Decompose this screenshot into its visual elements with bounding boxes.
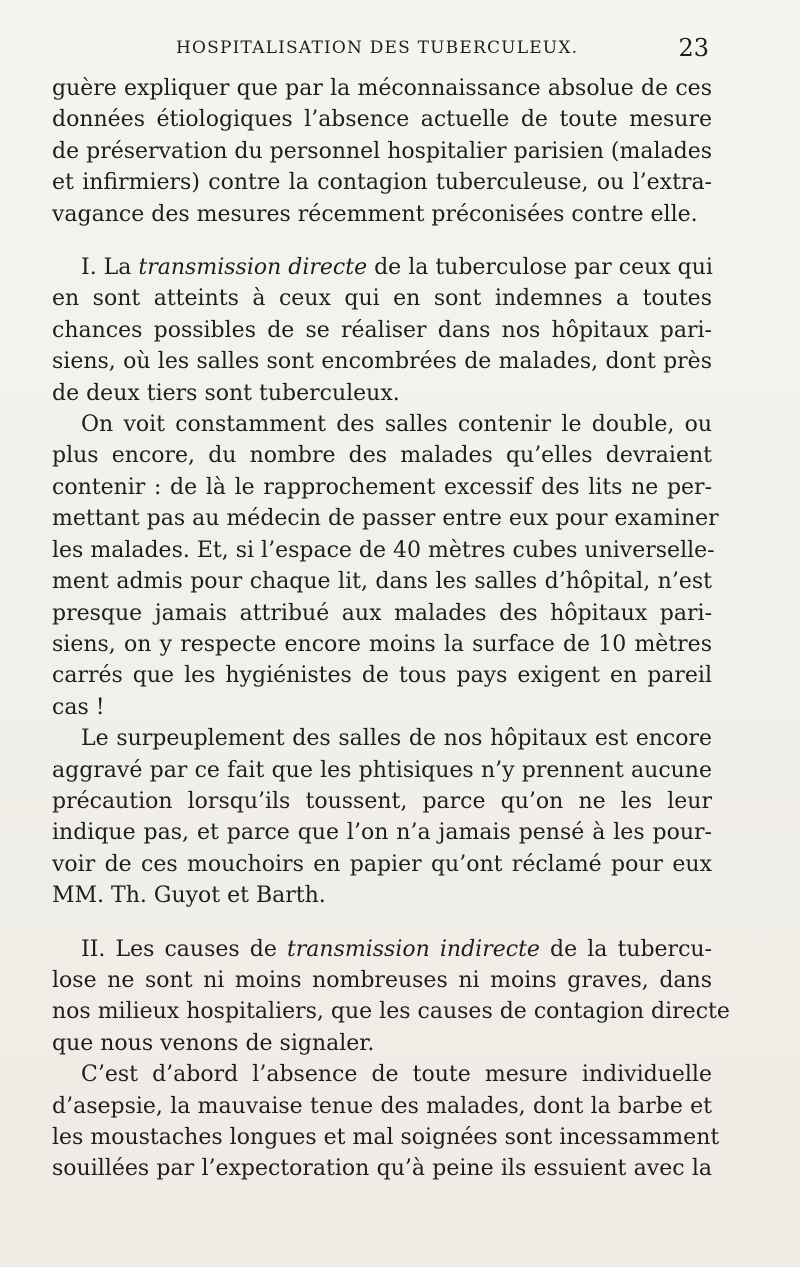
text-line: lose ne sont ni moins nombreuses ni moins graves, dans <box>52 967 712 993</box>
text-line: données étiologiques l’absence actuelle de toute mesure <box>52 107 712 133</box>
text-line: de préservation du personnel hospitalier parisien (malades <box>52 138 712 164</box>
text-line: Le surpeuplement des salles de nos hôpitaux est encore <box>81 726 712 752</box>
emphasis-direct: transmission directe <box>138 255 368 281</box>
text-line: d’asepsie, la mauvaise tenue des malades, dont la barbe et <box>52 1093 712 1119</box>
text-line: en sont atteints à ceux qui en sont indemnes a toutes <box>52 286 712 312</box>
text-line: C’est d’abord l’absence de toute mesure individuelle <box>81 1062 712 1088</box>
text-line: chances possibles de se réaliser dans nos hôpitaux pari- <box>52 317 712 343</box>
text-line: II. Les causes de transmission indirecte de la tubercu- <box>81 936 712 962</box>
text-line: cas ! <box>52 694 105 720</box>
text-line: voir de ces mouchoirs en papier qu’ont réclamé pour eux <box>52 851 712 877</box>
paragraph <box>52 409 719 723</box>
text-line: vagance des mesures récemment préconisées contre elle. <box>52 201 698 227</box>
text-line: que nous venons de signaler. <box>52 1030 375 1056</box>
text-line: aggravé par ce fait que les phtisiques n’y prennent aucune <box>52 757 712 783</box>
text-line: On voit constamment des salles contenir le double, ou <box>81 412 712 438</box>
emphasis-indirect: transmission indirecte <box>286 936 540 962</box>
page-number: 23 <box>678 34 709 62</box>
text-line: plus encore, du nombre des malades qu’elles devraient <box>52 443 712 469</box>
text-line: siens, où les salles sont encombrées de malades, dont près <box>52 349 712 375</box>
text-line: et infirmiers) contre la contagion tuberculeuse, ou l’extra- <box>52 170 712 196</box>
text-line: contenir : de là le rapprochement excessif des lits ne per- <box>52 474 712 500</box>
text-line: souillées par l’expectoration qu’à peine ils essuient avec la <box>52 1156 712 1182</box>
page-header <box>0 34 800 64</box>
text-line: les moustaches longues et mal soignées sont incessamment <box>52 1125 720 1150</box>
text-line: MM. Th. Guyot et Barth. <box>52 883 326 909</box>
text-line: ment admis pour chaque lit, dans les salles d’hôpital, n’est <box>52 569 712 595</box>
paragraph <box>52 1059 720 1185</box>
text-line: les malades. Et, si l’espace de 40 mètres cubes universelle- <box>52 537 715 563</box>
text-line: mettant pas au médecin de passer entre eux pour examiner <box>52 506 719 532</box>
page-body <box>52 73 730 1185</box>
text-line: siens, on y respecte encore moins la surface de 10 mètres <box>52 631 712 657</box>
text-line: de deux tiers sont tuberculeux. <box>52 380 400 406</box>
paragraph-continuation <box>52 73 712 230</box>
text-line: nos milieux hospitaliers, que les causes de contagion directe <box>52 999 730 1025</box>
text-line: presque jamais attribué aux malades des hôpitaux pari- <box>52 600 712 626</box>
text-line: guère expliquer que par la méconnaissance absolue de ces <box>52 76 712 101</box>
paragraph <box>52 723 712 911</box>
text-line: I. La transmission directe de la tuberculose par ceux qui <box>81 255 713 281</box>
paragraph-section-2 <box>52 934 730 1060</box>
text-line: indique pas, et parce que l’on n’a jamais pensé à les pour- <box>52 820 712 846</box>
running-title: HOSPITALISATION DES TUBERCULEUX. <box>176 38 579 58</box>
text-line: précaution lorsqu’ils toussent, parce qu’on ne les leur <box>52 788 712 814</box>
paragraph-section-1 <box>52 252 712 409</box>
text-line: carrés que les hygiénistes de tous pays exigent en pareil <box>52 663 712 689</box>
